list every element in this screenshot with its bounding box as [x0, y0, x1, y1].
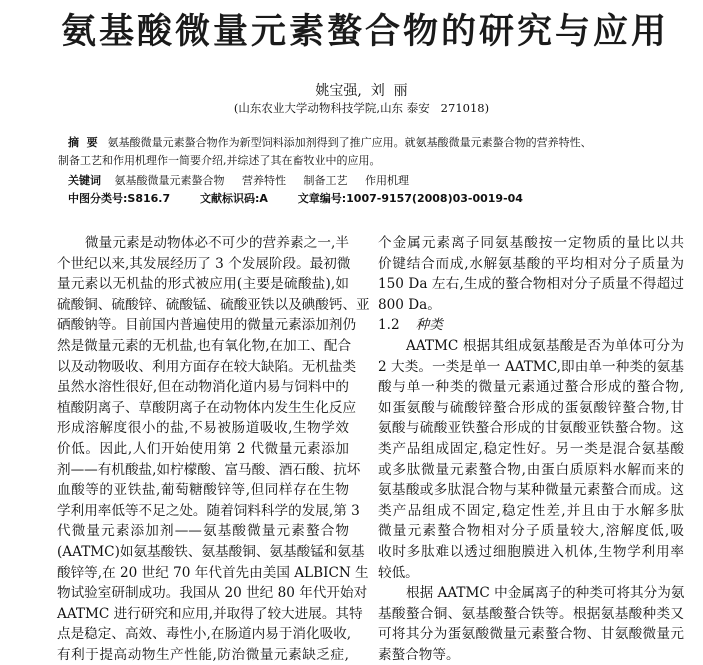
document-code: 文献标识码:A	[199, 192, 268, 205]
keyword: 作用机理	[365, 174, 409, 187]
text-line: 酸锌等,在 20 世纪 70 年代首先由美国 ALBICN 生	[57, 564, 369, 581]
text-line: 150 Da 左右,生成的螯合物相对分子质量不得超过	[378, 276, 684, 293]
text-line: 类产品组成不固定,稳定性差,并且由于水解多肽	[378, 502, 684, 519]
text-line: 虽然水溶性很好,但在动物消化道内易与饲料中的	[57, 379, 349, 396]
text-line: 硫酸铜、硫酸锌、硫酸锰、硫酸亚铁以及碘酸钙、亚	[57, 296, 370, 313]
text-line: 点是稳定、高效、毒性小,在肠道内易于消化吸收,	[57, 626, 352, 643]
text-line: 基酸螯合铜、氨基酸螯合铁等。根据氨基酸种类又	[378, 605, 684, 622]
text-line: 酸与单一种类的微量元素通过螯合形成的螯合物,	[378, 379, 684, 396]
text-line: 植酸阴离子、草酸阴离子在动物体内发生生化反应	[57, 399, 357, 416]
text-line: 氨酸与硫酸亚铁螯合形成的甘氨酸亚铁螯合物。这	[378, 420, 684, 437]
text-line: 根据 AATMC 中金属离子的种类可将其分为氨	[406, 585, 685, 602]
affiliation: (山东农业大学动物科技学院,山东 泰安 271018)	[233, 101, 490, 115]
keyword: 营养特性	[242, 174, 286, 187]
section-number: 1.2	[378, 317, 400, 334]
text-line: 形成溶解度很小的盐,不易被肠道吸收,生物学效	[57, 420, 349, 437]
text-line: 有利于提高动物生产性能,防治微量元素缺乏症,	[57, 646, 349, 663]
abstract-text-2: 制备工艺和作用机理作一简要介绍,并综述了其在畜牧业中的应用。	[58, 154, 381, 167]
text-line: 2 大类。一类是单一 AATMC,即由单一种类的氨基	[378, 358, 684, 375]
section-title: 种类	[415, 317, 443, 334]
text-line: AATMC 根据其组成氨基酸是否为单体可分为	[406, 337, 684, 354]
text-line: 量元素以无机盐的形式被应用(主要是硫酸盐),如	[57, 276, 349, 293]
text-line: 如蛋氨酸与硫酸锌螯合形成的蛋氨酸锌螯合物,甘	[378, 399, 684, 416]
text-line: 可将其分为蛋氨酸微量元素螯合物、甘氨酸微量元	[378, 626, 684, 643]
section-heading	[378, 315, 684, 336]
text-line: 微量元素是动物体必不可少的营养素之一,半	[85, 235, 349, 251]
text-line: 个金属元素离子同氨基酸按一定物质的量比以共	[378, 235, 684, 251]
text-line: 以及动物吸收、利用方面存在较大缺陷。无机盐类	[57, 358, 357, 375]
text-line: 物试验室研制成功。我国从 20 世纪 80 年代开始对	[57, 585, 368, 602]
article-number: 文章编号:1007-9157(2008)03-0019-04	[297, 192, 523, 205]
text-line: 代微量元素添加剂——氨基酸微量元素螯合物	[57, 523, 349, 540]
text-line: 类产品组成固定,稳定性好。另一类是混合氨基酸	[378, 440, 684, 457]
text-line: 然是微量元素的无机盐,也有氧化物,在加工、配合	[57, 337, 352, 354]
classification	[68, 190, 688, 208]
text-line: 硒酸钠等。目前国内普遍使用的微量元素添加剂仍	[57, 317, 357, 334]
text-line: 价键结合而成,水解氨基酸的平均相对分子质量为	[378, 255, 684, 272]
text-line: 氨基酸或多肽混合物与某种微量元素螯合而成。这	[378, 482, 684, 499]
text-line: 收时多肽难以透过细胞膜进入机体,生物学利用率	[378, 543, 684, 560]
keywords	[68, 172, 688, 190]
text-line: 微量元素螯合物相对分子质量较大,溶解度低,吸	[378, 523, 684, 540]
text-line: (AATMC)如氨基酸铁、氨基酸铜、氨基酸锰和氨基	[57, 543, 365, 560]
paper-title: 氨基酸微量元素螯合物的研究与应用	[60, 12, 669, 52]
clc-number: 中图分类号:S816.7	[68, 192, 171, 205]
text-line: 学利用率低等不足之处。随着饲料科学的发展,第 3	[57, 502, 360, 519]
keyword: 氨基酸微量元素螯合物	[114, 174, 225, 187]
body-left-column	[57, 233, 370, 665]
abstract-label: 摘 要	[68, 136, 98, 149]
text-line: 血酸等的亚铁盐,葡萄糖酸锌等,但同样存在生物	[57, 482, 349, 499]
text-line: 或多肽微量元素螯合物,由蛋白质原料水解而来的	[378, 461, 684, 478]
text-line: 个世纪以来,其发展经历了 3 个发展阶段。最初微	[57, 255, 351, 272]
keyword: 制备工艺	[303, 174, 348, 187]
text-line: 素螯合物等。	[378, 646, 460, 663]
text-line: AATMC 进行研究和应用,并取得了较大进展。其特	[57, 605, 363, 622]
text-line: 较低。	[378, 564, 419, 581]
keywords-label: 关键词	[68, 174, 101, 187]
text-line: 800 Da。	[378, 296, 441, 313]
text-line: 价低。因此,人们开始使用第 2 代微量元素添加	[57, 440, 349, 457]
authors: 姚宝强, 刘 丽	[315, 83, 408, 99]
body-right-column	[378, 233, 684, 665]
text-line: 剂——有机酸盐,如柠檬酸、富马酸、酒石酸、抗坏	[57, 461, 361, 478]
abstract-text-1: 氨基酸微量元素螯合物作为新型饲料添加剂得到了推广应用。就氨基酸微量元素螯合物的营养特性、	[107, 136, 592, 149]
abstract	[58, 134, 688, 170]
